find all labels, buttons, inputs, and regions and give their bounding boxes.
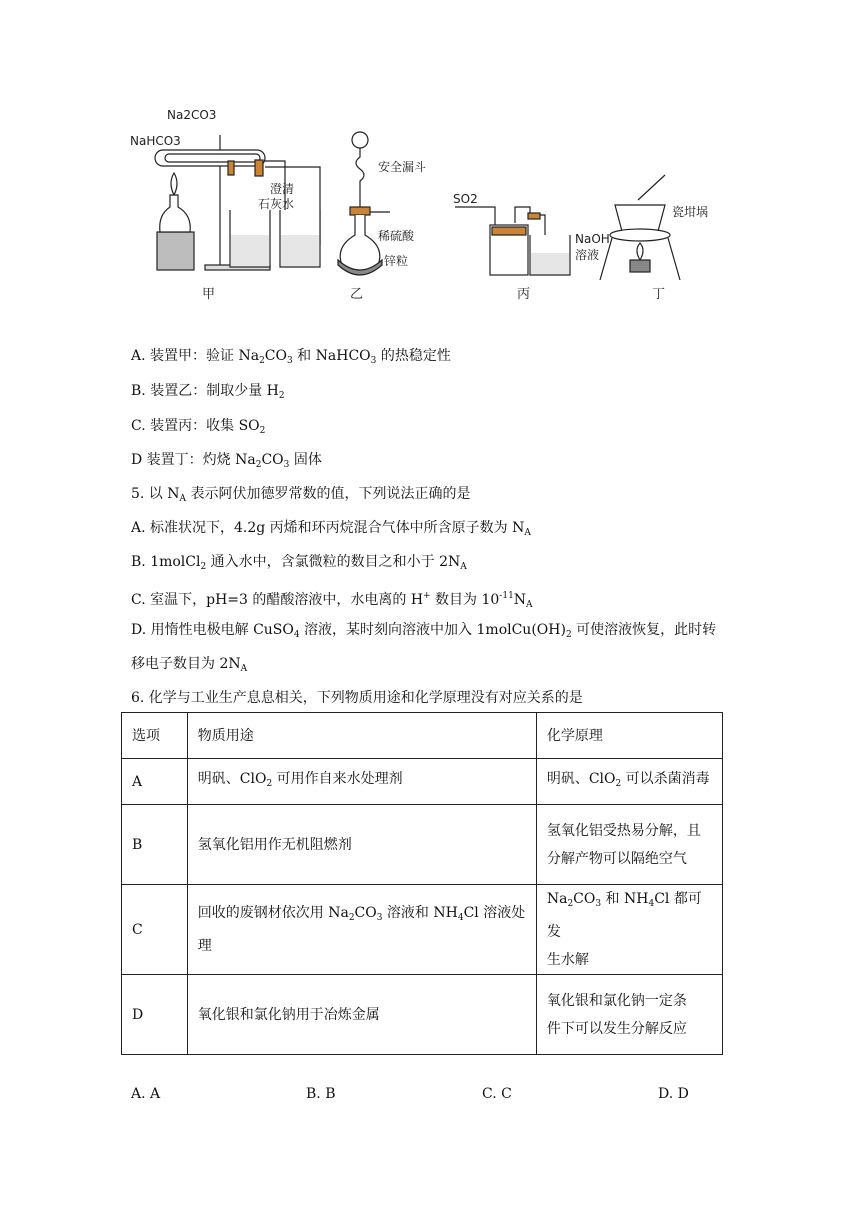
header-option: 选项 bbox=[122, 713, 188, 759]
row-d-option: D bbox=[122, 975, 188, 1055]
caption-ding: 丁 bbox=[652, 287, 666, 302]
label-limewater-2: 石灰水 bbox=[258, 197, 295, 211]
q5-stem: 5. 以 $N_A$ 表示阿伏加德罗常数的值，下列说法正确的是 bbox=[131, 486, 471, 504]
q5-option-a: A. 标准状况下，4.2g 丙烯和环丙烷混合气体中所含原子数为 $N_A$ bbox=[131, 520, 531, 538]
label-naoh-2: 溶液 bbox=[575, 248, 600, 262]
row-a-use: 明矾、ClO$_2$ 可用作自来水处理剂 bbox=[187, 759, 536, 805]
answer-c: C. C bbox=[482, 1086, 512, 1102]
row-a-option: A bbox=[122, 759, 188, 805]
answer-b: B. B bbox=[306, 1086, 336, 1102]
caption-bing: 丙 bbox=[517, 287, 531, 302]
header-principle: 化学原理 bbox=[536, 713, 722, 759]
row-c-option: C bbox=[122, 885, 188, 975]
row-c-principle: $Na_2CO_3$ 和 $NH_4Cl$ 都可发 生水解 bbox=[536, 885, 722, 975]
table-header-row bbox=[122, 713, 723, 759]
table-row bbox=[122, 885, 723, 975]
label-naoh-1: NaOH bbox=[575, 232, 610, 246]
table-row bbox=[122, 805, 723, 885]
q6-table bbox=[121, 712, 723, 1055]
label-zinc: 锌粒 bbox=[384, 254, 409, 268]
header-use: 物质用途 bbox=[187, 713, 536, 759]
table-row bbox=[122, 759, 723, 805]
label-limewater-1: 澄清 bbox=[270, 182, 295, 196]
row-d-principle: 氧化银和氯化钠一定条 件下可以发生分解反应 bbox=[536, 975, 722, 1055]
q4-option-b: B. 装置乙：制取少量 $H_2$ bbox=[131, 383, 285, 401]
row-a-principle: 明矾、ClO$_2$ 可以杀菌消毒 bbox=[536, 759, 722, 805]
label-so2-gas: SO2 bbox=[453, 192, 478, 206]
row-b-principle: 氢氧化铝受热易分解，且 分解产物可以隔绝空气 bbox=[536, 805, 722, 885]
q4-option-a: A. 装置甲：验证 $Na_2CO_3$ 和 NaHCO$_3$ 的热稳定性 bbox=[131, 348, 451, 366]
label-safety-funnel: 安全漏斗 bbox=[378, 160, 427, 174]
label-crucible: 瓷坩埚 bbox=[672, 205, 709, 219]
row-d-use: 氧化银和氯化钠用于冶炼金属 bbox=[187, 975, 536, 1055]
q5-option-d-cont: 移电子数目为 $2N_A$ bbox=[131, 656, 248, 674]
q5-option-c: C. 室温下，pH=3 的醋酸溶液中，水电离的 H+ 数目为 $10^{-11}N_A$ bbox=[131, 591, 533, 610]
answer-a: A. A bbox=[131, 1086, 161, 1102]
q5-option-d: D. 用惰性电极电解 CuSO$_4$ 溶液，某时刻向溶液中加入 $1molCu(OH)_2$ 可使溶液恢复，此时转 bbox=[131, 622, 717, 640]
q5-option-b: B. 1molCl$_2$ 通入水中，含氯微粒的数目之和小于 $2N_A$ bbox=[131, 554, 467, 572]
apparatus-figure bbox=[120, 95, 740, 310]
q6-stem: 6. 化学与工业生产息息相关，下列物质用途和化学原理没有对应关系的是 bbox=[131, 690, 583, 706]
row-b-option: B bbox=[122, 805, 188, 885]
label-dilute-acid: 稀硫酸 bbox=[378, 229, 415, 243]
label-nahco3: NaHCO3 bbox=[130, 134, 181, 148]
row-b-use: 氢氧化铝用作无机阻燃剂 bbox=[187, 805, 536, 885]
row-c-use: 回收的废钢材依次用 $Na_2CO_3$ 溶液和 $NH_4Cl$ 溶液处 理 bbox=[187, 885, 536, 975]
q4-option-c: C. 装置丙：收集 $SO_2$ bbox=[131, 418, 266, 436]
label-na2co3: Na2CO3 bbox=[167, 108, 217, 122]
q4-option-d: D 装置丁：灼烧 $Na_2CO_3$ 固体 bbox=[131, 452, 322, 470]
caption-yi: 乙 bbox=[350, 287, 364, 302]
table-row bbox=[122, 975, 723, 1055]
caption-jia: 甲 bbox=[202, 287, 216, 302]
answer-d: D. D bbox=[658, 1086, 689, 1102]
